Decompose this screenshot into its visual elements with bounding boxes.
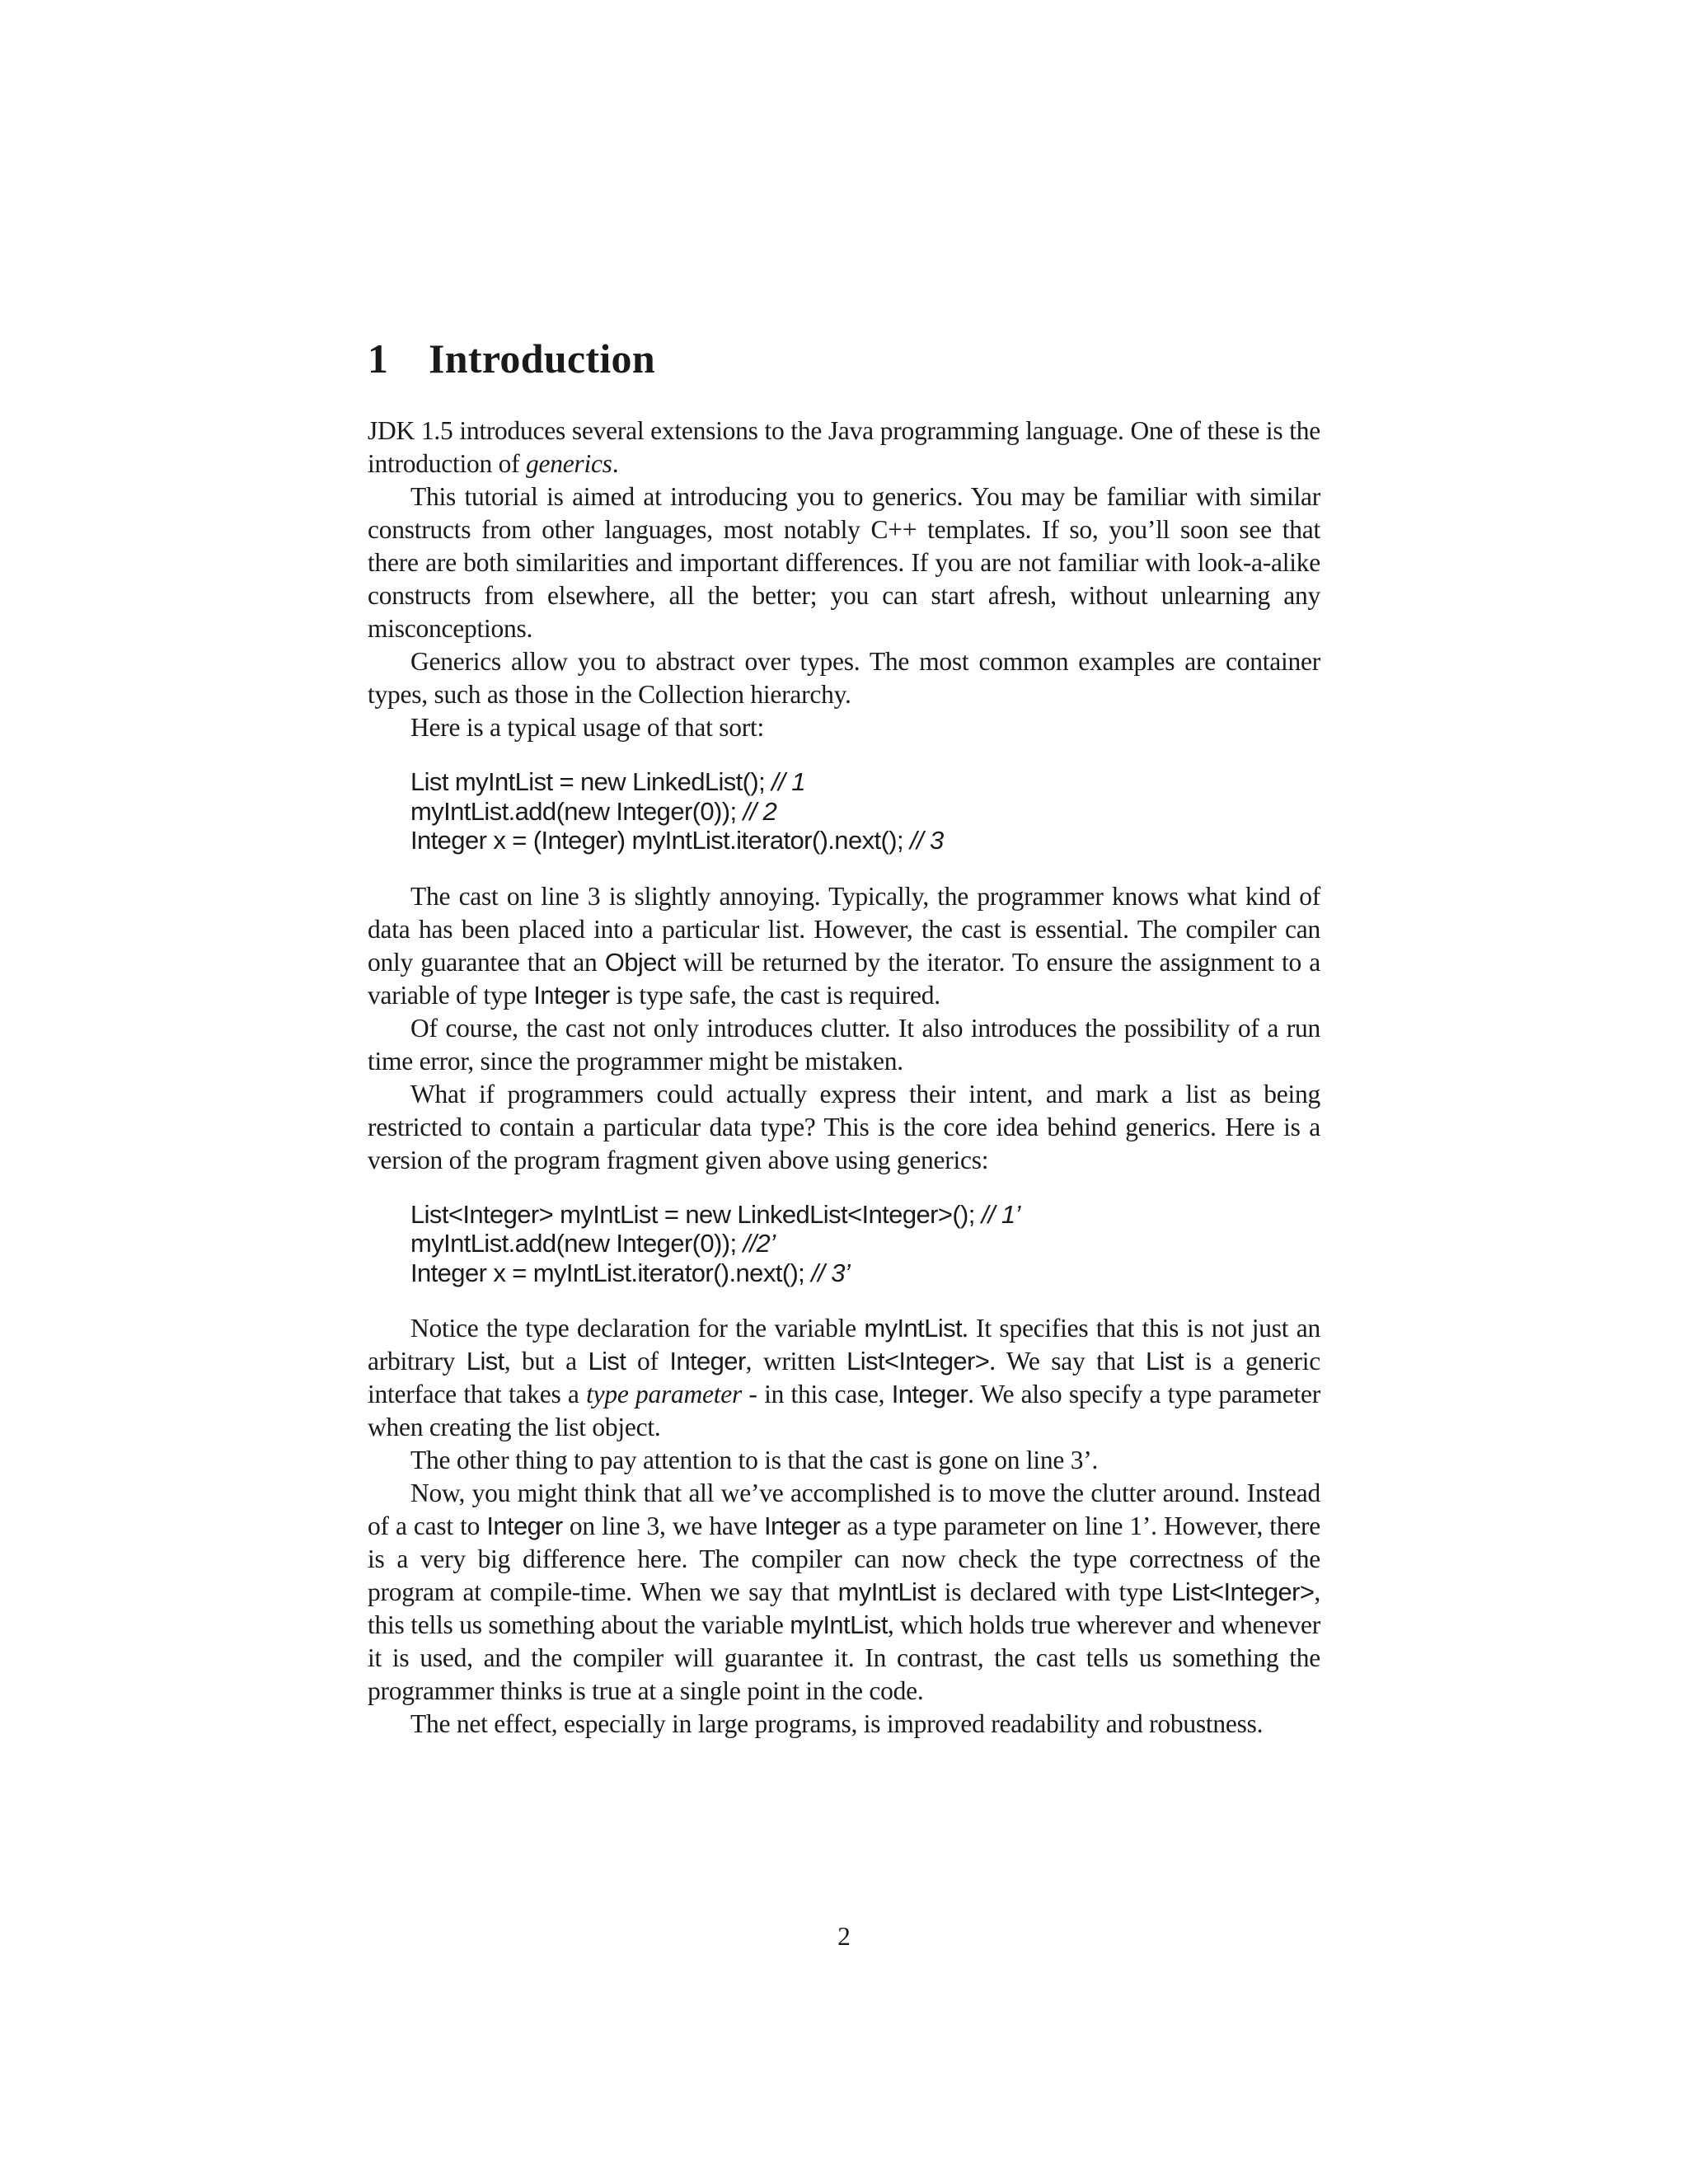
inline-code: List<Integer> [846,1347,990,1376]
text-run: is declared with type [935,1577,1172,1606]
inline-code: List [1146,1347,1184,1376]
paragraph-net-effect: The net effect, especially in large programs, is improved readability and robustness. [410,1709,1264,1738]
paragraph-type-declaration [368,1312,1320,1444]
code-block-raw-list [410,767,1320,855]
paragraph-express-intent: What if programmers could actually express their intent, and mark a list as being restricted to contain a particular data type? This is the core idea behind generics. Here is a version of the program fragment given above using generics: [368,1079,1320,1174]
code-text: List myIntList = new LinkedList(); [410,767,772,796]
paragraph-compile-time-check [368,1477,1320,1708]
code-text: Integer x = myIntList.iterator().next(); [410,1258,812,1287]
paragraph-jdk-intro [368,415,1320,480]
code-line [410,1229,1320,1258]
code-line [410,826,1320,855]
text-run: . [612,449,619,478]
section-heading [368,326,1320,391]
inline-code: Integer [669,1347,746,1376]
paragraph-tutorial-aim: This tutorial is aimed at introducing you to generics. You may be familiar with similar constructs from other languages, most notably C++ templates. If so, you’ll soon see that there are both similarities and important differences. If you are not familiar with look-a-alike constructs from elsewhere, all the better; you can start afresh, without unlearning any misconceptions. [368,482,1320,643]
inline-code: Integer [764,1511,841,1540]
text-run: . We say that [989,1347,1146,1376]
inline-code: Integer [533,980,610,1010]
text-run: on line 3, we have [562,1511,764,1540]
paragraph-abstract-types: Generics allow you to abstract over types. The most common examples are container types, such as those in the Collection hierarchy. [368,647,1320,709]
inline-code: List [466,1347,504,1376]
code-comment: // 1’ [981,1199,1020,1229]
paragraph-clutter: Of course, the cast not only introduces clutter. It also introduces the possibility of a run time error, since the programmer might be mistaken. [368,1013,1320,1076]
text-run: of [626,1347,670,1376]
text-run: . We also specify a type parameter when creating the list object. [368,1380,1320,1441]
code-comment: // 3’ [811,1258,851,1287]
inline-code: List<Integer> [1171,1577,1315,1606]
text-run: The cast on line 3 is slightly annoying. Typically, the programmer knows what kind of data has been placed into a particular list. However, the cast is essential. The compiler can only guarantee that an [368,881,1320,977]
code-comment: // 2 [743,796,777,826]
text-run: , this tells us something about the variable [368,1577,1320,1639]
code-comment: // 3 [909,826,944,855]
page-number: 2 [837,1922,851,1951]
text-run: - in this case, [741,1380,892,1408]
code-text: myIntList.add(new Integer(0)); [410,1229,743,1258]
text-run: JDK 1.5 introduces several extensions to the Java programming language. One of these is the introduction of [368,416,1320,478]
text-run: will be returned by the iterator. To ensure the assignment to a variable of type [368,947,1320,1010]
code-comment: // 1 [771,767,805,796]
text-run: Now, you might think that all we’ve accomplished is to move the clutter around. Instead of a cast to [368,1479,1320,1540]
text-run: is a generic interface that takes a [368,1347,1320,1408]
paragraph-cast-annoying [368,880,1320,1012]
code-line [410,1200,1320,1230]
paragraph-cast-gone: The other thing to pay attention to is that the cast is gone on line 3’. [410,1446,1099,1474]
text-run: . It specifies that this is not just an arbitrary [368,1314,1321,1376]
inline-code: Object [604,947,676,977]
text-run: , written [745,1347,847,1376]
page-content [368,326,1320,1741]
text-run: , which holds true wherever and whenever it is used, and the compiler will guarantee it. In contrast, the cast tells us something the programmer thinks is true at a single point in the code. [368,1610,1320,1705]
code-text: List<Integer> myIntList = new LinkedList<Integer>(); [410,1199,982,1229]
text-run: is type safe, the cast is required. [609,980,940,1010]
inline-code: List [588,1347,626,1376]
inline-code: myIntList [790,1610,888,1639]
code-line [410,797,1320,827]
text-run: Notice the type declaration for the variable [410,1314,865,1343]
section-number: 1 [368,335,389,382]
code-block-generic-list [410,1200,1320,1288]
inline-code: myIntList [864,1314,963,1343]
text-run: as a type parameter on line 1’. However, there is a very big difference here. The compiler can now check the type correctness of the program at compile-time. When we say that [368,1511,1320,1606]
inline-code: Integer [891,1380,968,1408]
paragraph-typical-usage: Here is a typical usage of that sort: [410,713,764,742]
code-text: myIntList.add(new Integer(0)); [410,796,743,826]
emphasis-type-parameter: type parameter [586,1380,742,1408]
text-run: , but a [504,1347,588,1376]
code-comment: //2’ [743,1229,776,1258]
inline-code: Integer [486,1511,563,1540]
inline-code: myIntList [837,1577,936,1606]
code-line [410,1258,1320,1288]
code-text: Integer x = (Integer) myIntList.iterator().next(); [410,826,910,855]
code-line [410,767,1320,797]
emphasis-generics: generics [525,449,612,478]
section-title: Introduction [429,335,655,382]
